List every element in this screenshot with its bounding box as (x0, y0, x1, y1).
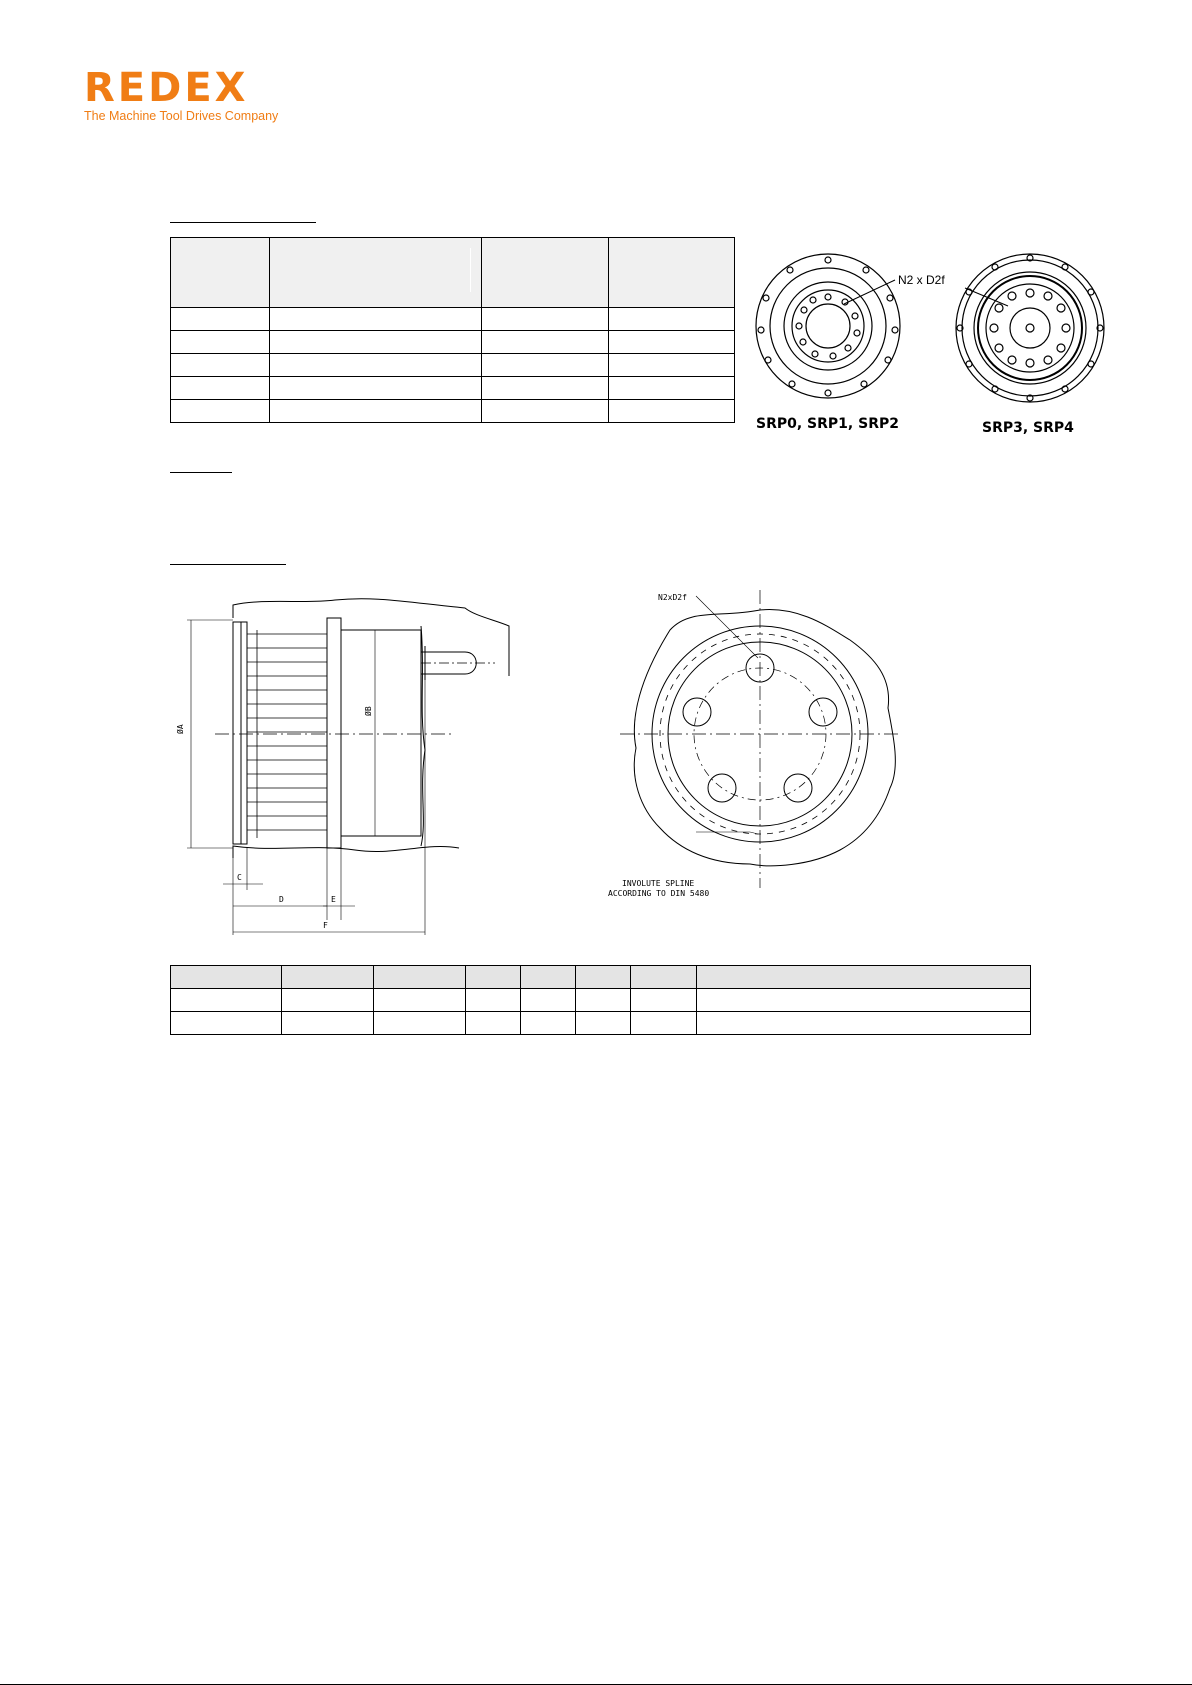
bolt-label-right: SRP3, SRP4 (982, 420, 1074, 436)
end-view-drawing (600, 588, 920, 898)
table-header-cell (609, 238, 735, 308)
section-heading-2 (170, 458, 232, 473)
bolt-pattern-figure (740, 250, 1120, 440)
table-row (171, 400, 735, 423)
table-header-cell (171, 238, 270, 308)
table-header-cell (482, 238, 609, 308)
dim-c-label: C (237, 873, 242, 882)
dim-b-label: ØB (364, 706, 373, 716)
section-heading-3 (170, 550, 286, 565)
section-drawing (175, 590, 535, 940)
table-header-row (171, 966, 1031, 989)
bolt-callout: N2 x D2f (898, 273, 945, 287)
spec-table-2 (170, 965, 1031, 1035)
table-header-row (171, 238, 735, 308)
dim-f-label: F (323, 921, 328, 930)
table-row (171, 354, 735, 377)
spec-table-1 (170, 237, 735, 423)
company-logo (84, 65, 304, 123)
bolt-label-left: SRP0, SRP1, SRP2 (756, 416, 899, 432)
dim-d-label: D (279, 895, 284, 904)
dim-a-label: ØA (176, 724, 185, 734)
dim-e-label: E (331, 895, 336, 904)
table-row (171, 377, 735, 400)
table-row (171, 331, 735, 354)
logo-tagline: The Machine Tool Drives Company (84, 109, 279, 123)
table-row (171, 308, 735, 331)
table-row (171, 1012, 1031, 1035)
logo-wordmark: REDEX (84, 65, 249, 111)
spline-note-line1: INVOLUTE SPLINE (622, 879, 695, 888)
table-header-cell (270, 238, 482, 308)
section-heading-1 (170, 208, 316, 223)
spline-note-line2: ACCORDING TO DIN 5480 (608, 889, 710, 898)
spline-callout: N2xD2f (658, 593, 687, 602)
table-row (171, 989, 1031, 1012)
